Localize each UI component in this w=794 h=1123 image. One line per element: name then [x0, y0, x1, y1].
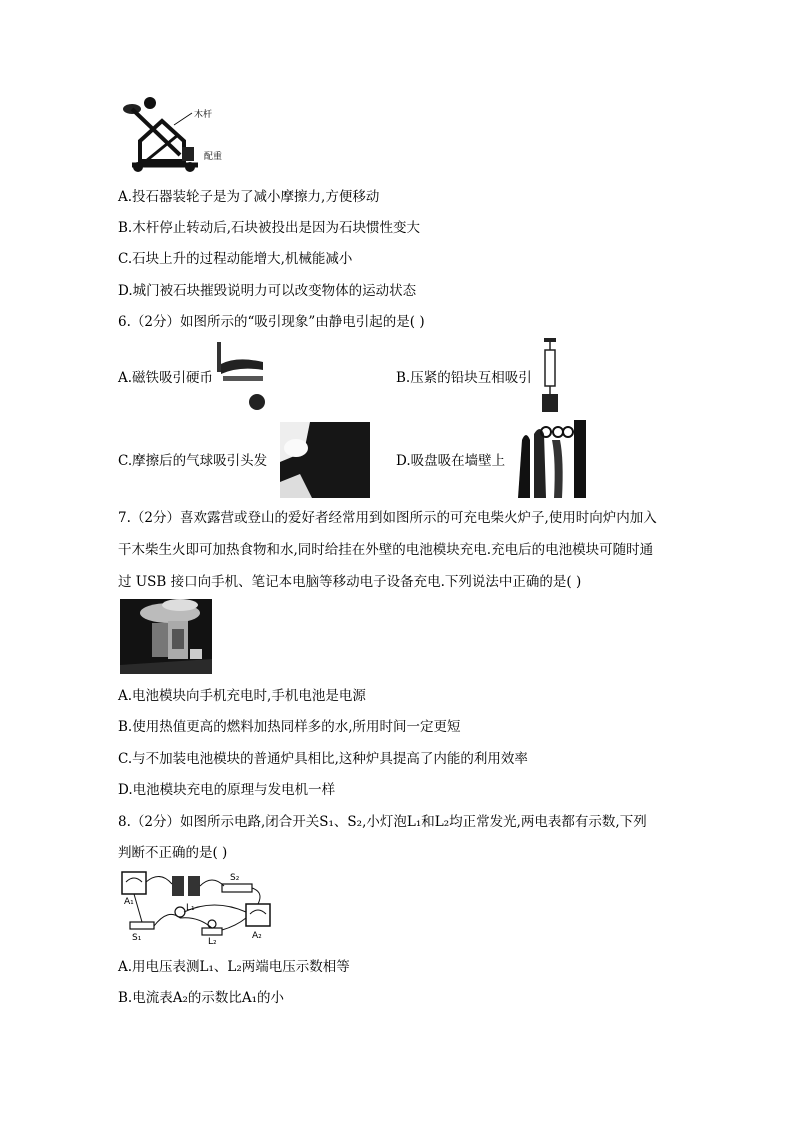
q5-option-c: C.石块上升的过程动能增大,机械能减小	[118, 251, 353, 267]
q7-option-d: D.电池模块充电的原理与发电机一样	[118, 782, 336, 798]
q6-stem: 6.（2分）如图所示的“吸引现象”由静电引起的是( )	[118, 314, 425, 330]
q5-option-a: A.投石器装轮子是为了减小摩擦力,方便移动	[118, 189, 380, 205]
camping-stove-photo	[120, 599, 212, 674]
circuit-label-s2: S₂	[230, 873, 240, 883]
q8-stem-line-2: 判断不正确的是( )	[118, 845, 228, 861]
q7-option-b: B.使用热值更高的燃料加热同样多的水,所用时间一定更短	[118, 719, 461, 735]
q8-option-a: A.用电压表测L₁、L₂两端电压示数相等	[118, 959, 350, 975]
q8-stem-line-1: 8.（2分）如图所示电路,闭合开关S₁、S₂,小灯泡L₁和L₂均正常发光,两电表都有示数,下列	[118, 814, 647, 830]
balloon-hair-photo	[280, 422, 370, 498]
q5-option-b: B.木杆停止转动后,石块被投出是因为石块惯性变大	[118, 220, 421, 236]
q8-option-b: B.电流表A₂的示数比A₁的小	[118, 990, 285, 1006]
circuit-label-l1: L₁	[186, 903, 195, 913]
suction-cup-photo	[516, 420, 586, 498]
q7-stem-line-1: 7.（2分）喜欢露营或登山的爱好者经常用到如图所示的可充电柴火炉子,使用时向炉内加入	[118, 510, 657, 526]
q7-stem-line-3: 过 USB 接口向手机、笔记本电脑等移动电子设备充电.下列说法中正确的是( )	[118, 574, 582, 590]
q6-option-d: D.吸盘吸在墙壁上	[396, 453, 506, 469]
q6-option-a: A.磁铁吸引硬币	[118, 370, 214, 386]
circuit-label-a2: A₂	[252, 931, 262, 941]
q7-option-c: C.与不加装电池模块的普通炉具相比,这种炉具提高了内能的利用效率	[118, 751, 528, 767]
circuit-label-a1: A₁	[124, 897, 134, 907]
magnet-coin-photo	[217, 342, 269, 414]
catapult-figure	[118, 95, 240, 175]
lead-blocks-photo	[538, 338, 562, 414]
q6-option-c: C.摩擦后的气球吸引头发	[118, 453, 268, 469]
circuit-figure	[118, 868, 276, 944]
q7-option-a: A.电池模块向手机充电时,手机电池是电源	[118, 688, 366, 704]
q7-stem-line-2: 干木柴生火即可加热食物和水,同时给挂在外壁的电池模块充电.充电后的电池模块可随时通	[118, 542, 654, 558]
q6-option-b: B.压紧的铅块互相吸引	[396, 370, 532, 386]
circuit-label-s1: S₁	[132, 933, 142, 943]
q5-option-d: D.城门被石块摧毁说明力可以改变物体的运动状态	[118, 283, 417, 299]
label-rod: 木杆	[194, 110, 213, 120]
label-counterweight: 配重	[204, 152, 223, 162]
circuit-label-l2: L₂	[208, 937, 217, 944]
